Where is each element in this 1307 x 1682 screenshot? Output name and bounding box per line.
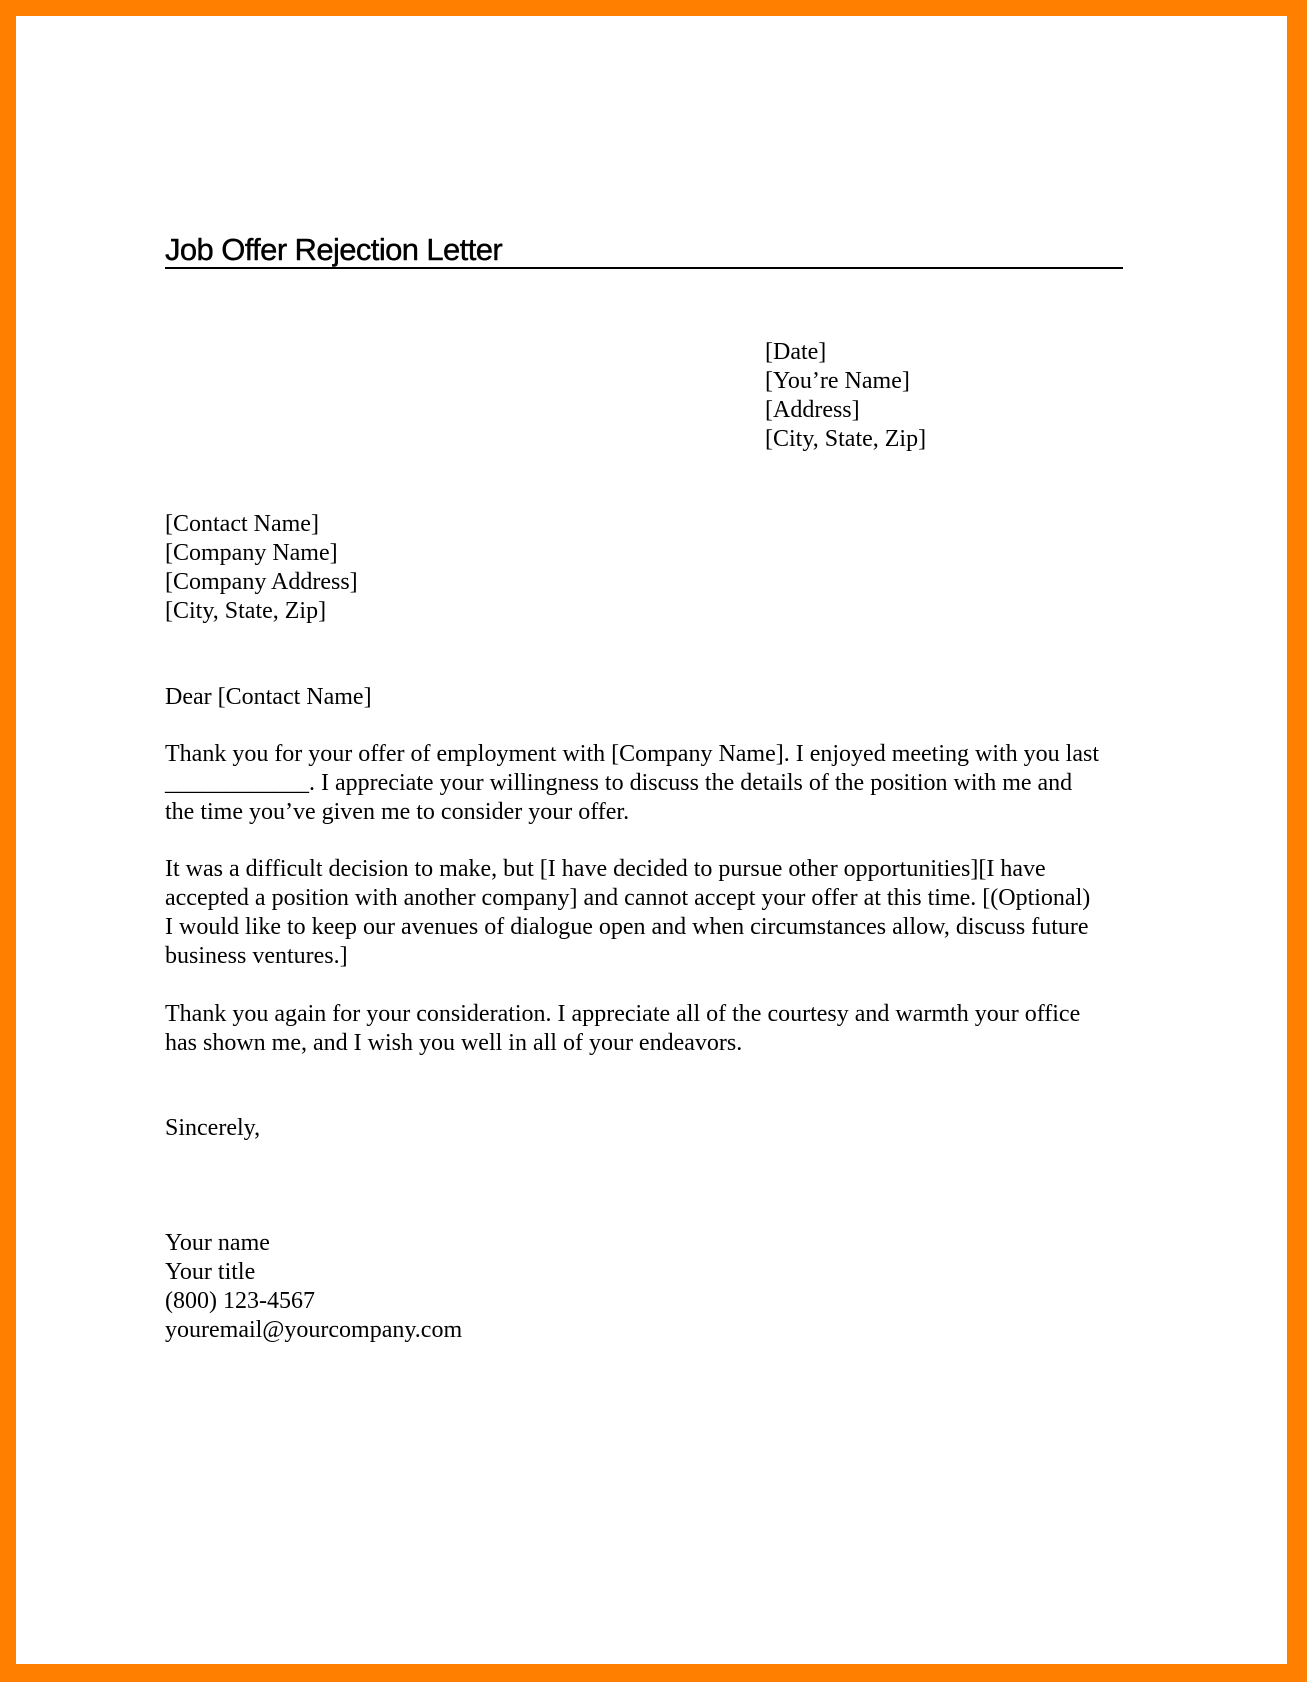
sender-city-state-zip: [City, State, Zip] [765,426,927,452]
sender-date: [Date] [765,339,827,365]
salutation [165,683,372,712]
recipient-company-address: [Company Address] [165,569,358,595]
signature-title: Your title [165,1259,256,1285]
paragraph-line: ____________. I appreciate your willingness to discuss the details of the position with me and [165,770,1073,796]
paragraph-line: Thank you again for your consideration. I appreciate all of the courtesy and warmth your office [165,1001,1081,1027]
letter-title: Job Offer Rejection Letter [165,232,503,267]
closing [165,1114,260,1143]
body-paragraph-3 [165,1000,1080,1058]
paragraph-line: the time you’ve given me to consider your offer. [165,799,630,825]
paragraph-line: Thank you for your offer of employment with [Company Name]. I enjoyed meeting with you last [165,741,1100,767]
recipient-city-state-zip: [City, State, Zip] [165,598,327,624]
paragraph-line: has shown me, and I wish you well in all of your endeavors. [165,1030,743,1056]
paragraph-line: accepted a position with another company] and cannot accept your offer at this time. [(Optional) [165,885,1091,911]
body-paragraph-1 [165,740,1099,827]
sender-name: [You’re Name] [765,368,910,394]
signature-block [165,1229,462,1345]
paragraph-line: business ventures.] [165,943,348,969]
salutation-text: Dear [Contact Name] [165,684,372,710]
paragraph-line: It was a difficult decision to make, but [I have decided to pursue other opportunities][I have [165,856,1046,882]
recipient-contact-name: [Contact Name] [165,511,319,537]
title-underline-rule [165,267,1123,269]
sender-address-block [765,338,926,454]
body-paragraph-2 [165,855,1090,971]
sender-address: [Address] [765,397,860,423]
closing-text: Sincerely, [165,1115,261,1141]
paragraph-line: I would like to keep our avenues of dialogue open and when circumstances allow, discuss future [165,914,1089,940]
signature-email: youremail@yourcompany.com [165,1317,463,1343]
signature-name: Your name [165,1230,270,1256]
signature-phone: (800) 123-4567 [165,1288,315,1314]
recipient-company-name: [Company Name] [165,540,338,566]
recipient-address-block [165,510,358,626]
